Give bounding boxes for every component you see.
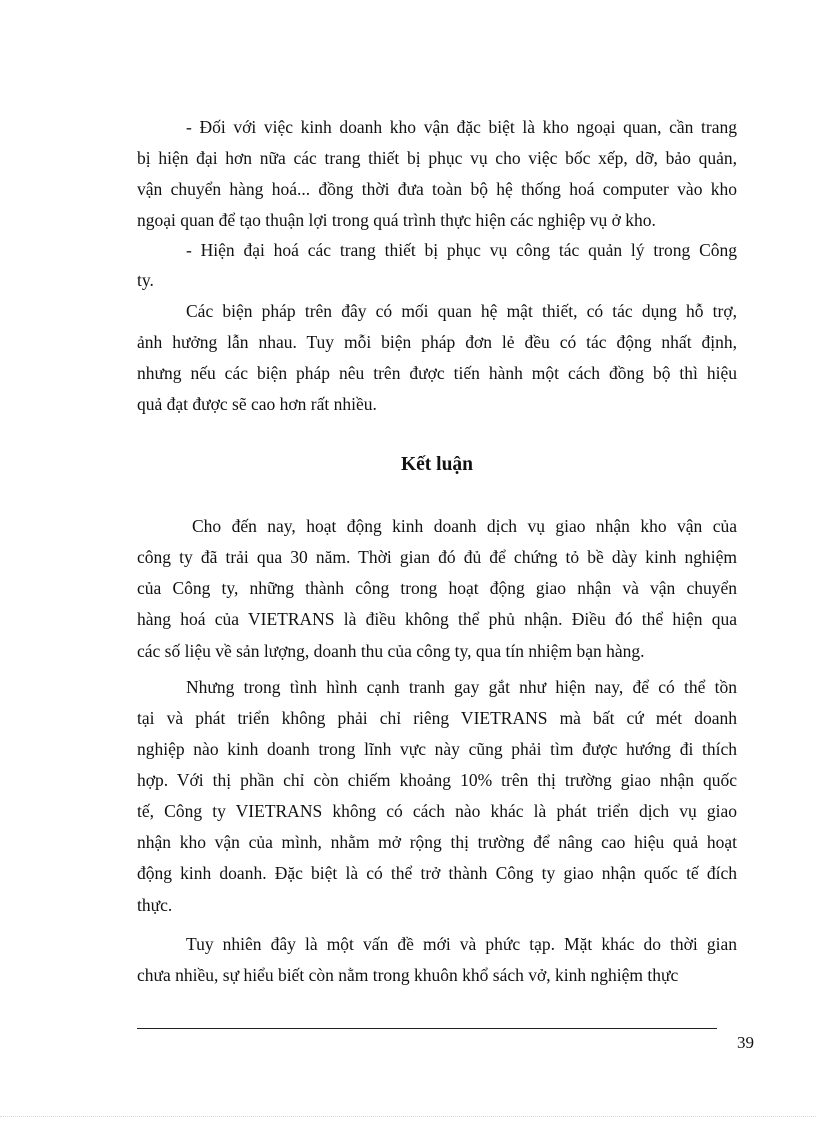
- text-line: Tuy nhiên đây là một vấn đề mới và phức tạp. Mặt khác do thời gian: [186, 934, 737, 954]
- text-line: ngoại quan để tạo thuận lợi trong quá trình thực hiện các nghiệp vụ ở kho.: [137, 210, 656, 230]
- text-line: thực.: [137, 895, 173, 915]
- text-line: tại và phát triển không phải chỉ riêng VIETRANS mà bất cứ mét doanh: [137, 708, 737, 728]
- text-line: bị hiện đại hơn nữa các trang thiết bị phục vụ cho việc bốc xếp, dỡ, bảo quản,: [137, 148, 737, 168]
- text-line: - Đối với việc kinh doanh kho vận đặc biệt là kho ngoại quan, cần trang: [186, 117, 737, 137]
- text-line: nhưng nếu các biện pháp nêu trên được tiến hành một cách đồng bộ thì hiệu: [137, 363, 737, 383]
- text-line: Nhưng trong tình hình cạnh tranh gay gắt như hiện nay, để có thể tồn: [186, 677, 737, 697]
- text-line: Các biện pháp trên đây có mối quan hệ mật thiết, có tác dụng hỗ trợ,: [186, 301, 737, 321]
- text-line: Cho đến nay, hoạt động kinh doanh dịch vụ giao nhận kho vận của: [192, 516, 737, 536]
- text-line: chưa nhiều, sự hiểu biết còn nằm trong khuôn khổ sách vở, kinh nghiệm thực: [137, 965, 679, 985]
- text-line: quả đạt được sẽ cao hơn rất nhiều.: [137, 394, 377, 414]
- text-line: ảnh hưởng lẫn nhau. Tuy mỗi biện pháp đơn lẻ đều có tác động nhất định,: [137, 332, 737, 352]
- text-line: động kinh doanh. Đặc biệt là có thể trở thành Công ty giao nhận quốc tế đích: [137, 863, 737, 883]
- text-line: nhận kho vận của mình, nhằm mở rộng thị trường để nâng cao hiệu quả hoạt: [137, 832, 737, 852]
- text-line: hợp. Với thị phần chỉ còn chiếm khoảng 10% trên thị trường giao nhận quốc: [137, 770, 737, 790]
- text-line: hàng hoá của VIETRANS là điều không thể phủ nhận. Điều đó thể hiện qua: [137, 609, 737, 629]
- text-line: công ty đã trải qua 30 năm. Thời gian đó đủ để chứng tỏ bề dày kinh nghiệm: [137, 547, 737, 567]
- text-line: tế, Công ty VIETRANS không có cách nào khác là phát triển dịch vụ giao: [137, 801, 737, 821]
- text-line: - Hiện đại hoá các trang thiết bị phục vụ công tác quản lý trong Công: [186, 240, 737, 260]
- section-heading: Kết luận: [400, 454, 474, 475]
- footer-rule: [137, 1028, 717, 1029]
- text-line: các số liệu về sản lượng, doanh thu của công ty, qua tín nhiệm bạn hàng.: [137, 641, 645, 661]
- text-line: ty.: [137, 270, 154, 290]
- page-edge-divider: [0, 1116, 816, 1117]
- page-number: 39: [737, 1033, 754, 1052]
- text-line: nghiệp nào kinh doanh trong lĩnh vực này cũng phải tìm được hướng đi thích: [137, 739, 737, 759]
- text-line: của Công ty, những thành công trong hoạt động giao nhận và vận chuyển: [137, 578, 737, 598]
- text-line: vận chuyển hàng hoá... đồng thời đưa toàn bộ hệ thống hoá computer vào kho: [137, 179, 737, 199]
